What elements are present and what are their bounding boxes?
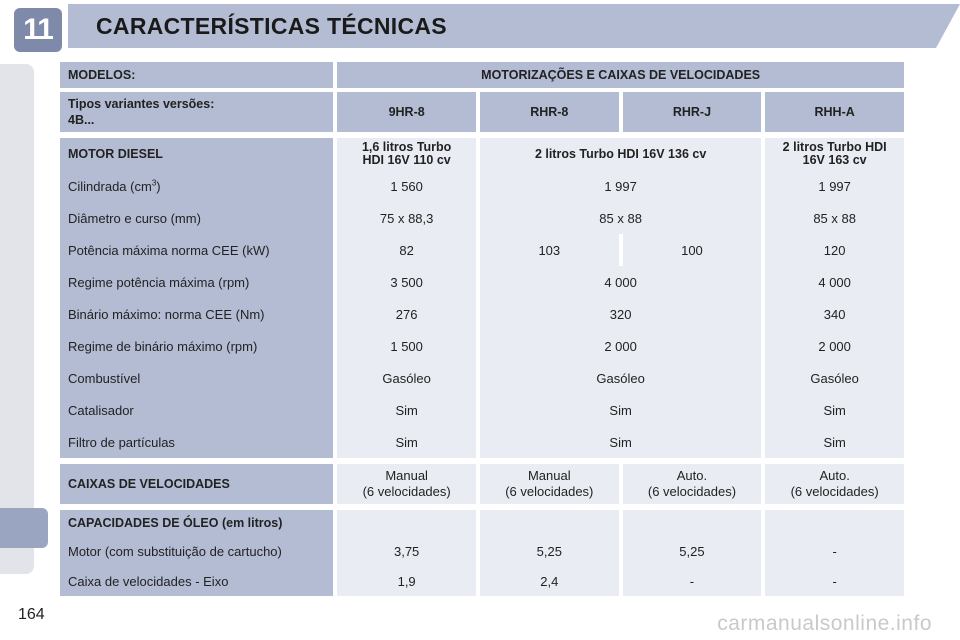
table-row bbox=[60, 426, 904, 458]
particle-filter-value: Sim bbox=[337, 426, 476, 458]
max-power-rpm-value: 4 000 bbox=[480, 266, 761, 298]
table-row bbox=[60, 170, 904, 202]
max-power-label: Potência máxima norma CEE (kW) bbox=[60, 234, 333, 266]
max-torque-value: 340 bbox=[765, 298, 904, 330]
particle-filter-label: Filtro de partículas bbox=[60, 426, 333, 458]
max-power-value: 100 bbox=[623, 234, 762, 266]
table-row bbox=[60, 202, 904, 234]
catalyst-label: Catalisador bbox=[60, 394, 333, 426]
fuel-value: Gasóleo bbox=[765, 362, 904, 394]
catalyst-value: Sim bbox=[480, 394, 761, 426]
chapter-side-tab bbox=[0, 508, 48, 548]
fuel-value: Gasóleo bbox=[480, 362, 761, 394]
chapter-number-badge: 11 bbox=[14, 8, 62, 52]
displacement-value: 1 997 bbox=[480, 170, 761, 202]
max-torque-rpm-value: 2 000 bbox=[480, 330, 761, 362]
displacement-label: Cilindrada $(cm^3)$ bbox=[60, 170, 333, 202]
variants-label: Tipos variantes versões: 4B... bbox=[60, 92, 333, 132]
table-row bbox=[60, 298, 904, 330]
gearbox-oil-value: 2,4 bbox=[480, 566, 619, 596]
watermark: carmanualsonline.info bbox=[717, 612, 932, 635]
max-torque-value: 320 bbox=[480, 298, 761, 330]
page-number: 164 bbox=[18, 606, 45, 623]
max-power-rpm-value: 3 500 bbox=[337, 266, 476, 298]
max-torque-label: Binário máximo: norma CEE (Nm) bbox=[60, 298, 333, 330]
engine-2-hdi-163: 2 litros Turbo HDI 16V 163 cv bbox=[765, 138, 904, 170]
max-power-rpm-value: 4 000 bbox=[765, 266, 904, 298]
gearbox-value: Auto. (6 velocidades) bbox=[765, 464, 904, 504]
diesel-engine-row bbox=[60, 138, 904, 170]
gearbox-oil-label: Caixa de velocidades - Eixo bbox=[60, 566, 333, 596]
engines-gearboxes-header: MOTORIZAÇÕES E CAIXAS DE VELOCIDADES bbox=[337, 62, 904, 88]
displacement-value: 1 560 bbox=[337, 170, 476, 202]
gearbox-oil-value: 1,9 bbox=[337, 566, 476, 596]
gearbox-title: CAIXAS DE VELOCIDADES bbox=[60, 464, 333, 504]
max-torque-rpm-label: Regime de binário máximo (rpm) bbox=[60, 330, 333, 362]
engine-16-hdi: 1,6 litros Turbo HDI 16V 110 cv bbox=[337, 138, 476, 170]
max-power-value: 82 bbox=[337, 234, 476, 266]
bore-stroke-value: 85 x 88 bbox=[765, 202, 904, 234]
table-row bbox=[60, 566, 904, 596]
technical-specs-table bbox=[56, 62, 908, 596]
engine-2-hdi-136: 2 litros Turbo HDI 16V 136 cv bbox=[480, 138, 761, 170]
fuel-label: Combustível bbox=[60, 362, 333, 394]
gearbox-value: Manual (6 velocidades) bbox=[337, 464, 476, 504]
variant-rhr8: RHR-8 bbox=[480, 92, 619, 132]
oil-capacity-title-row bbox=[60, 510, 904, 536]
max-torque-value: 276 bbox=[337, 298, 476, 330]
gearbox-oil-value: - bbox=[765, 566, 904, 596]
gearbox-oil-value: - bbox=[623, 566, 762, 596]
particle-filter-value: Sim bbox=[765, 426, 904, 458]
max-power-rpm-label: Regime potência máxima (rpm) bbox=[60, 266, 333, 298]
left-margin-strip bbox=[0, 64, 34, 574]
engine-oil-value: - bbox=[765, 536, 904, 566]
variant-9hr8: 9HR-8 bbox=[337, 92, 476, 132]
table-row bbox=[60, 394, 904, 426]
table-row bbox=[60, 362, 904, 394]
gearbox-value: Manual (6 velocidades) bbox=[480, 464, 619, 504]
catalyst-value: Sim bbox=[337, 394, 476, 426]
models-header-row bbox=[60, 62, 904, 88]
engine-oil-value: 5,25 bbox=[623, 536, 762, 566]
table-row bbox=[60, 234, 904, 266]
variants-row bbox=[60, 92, 904, 132]
variant-rhrj: RHR-J bbox=[623, 92, 762, 132]
engine-oil-value: 3,75 bbox=[337, 536, 476, 566]
models-label: MODELOS: bbox=[60, 62, 333, 88]
table-row bbox=[60, 266, 904, 298]
engine-oil-label: Motor (com substituição de cartucho) bbox=[60, 536, 333, 566]
table-row bbox=[60, 330, 904, 362]
max-power-value: 120 bbox=[765, 234, 904, 266]
gearbox-value: Auto. (6 velocidades) bbox=[623, 464, 762, 504]
particle-filter-value: Sim bbox=[480, 426, 761, 458]
bore-stroke-value: 75 x 88,3 bbox=[337, 202, 476, 234]
max-torque-rpm-value: 1 500 bbox=[337, 330, 476, 362]
variant-rhha: RHH-A bbox=[765, 92, 904, 132]
oil-capacity-title: CAPACIDADES DE ÓLEO (em litros) bbox=[60, 510, 333, 536]
table-row bbox=[60, 536, 904, 566]
gearbox-row bbox=[60, 464, 904, 504]
page-title: CARACTERÍSTICAS TÉCNICAS bbox=[96, 13, 447, 39]
displacement-value: 1 997 bbox=[765, 170, 904, 202]
diesel-engine-title: MOTOR DIESEL bbox=[60, 138, 333, 170]
catalyst-value: Sim bbox=[765, 394, 904, 426]
max-power-value: 103 bbox=[480, 234, 619, 266]
max-torque-rpm-value: 2 000 bbox=[765, 330, 904, 362]
engine-oil-value: 5,25 bbox=[480, 536, 619, 566]
bore-stroke-label: Diâmetro e curso (mm) bbox=[60, 202, 333, 234]
bore-stroke-value: 85 x 88 bbox=[480, 202, 761, 234]
fuel-value: Gasóleo bbox=[337, 362, 476, 394]
